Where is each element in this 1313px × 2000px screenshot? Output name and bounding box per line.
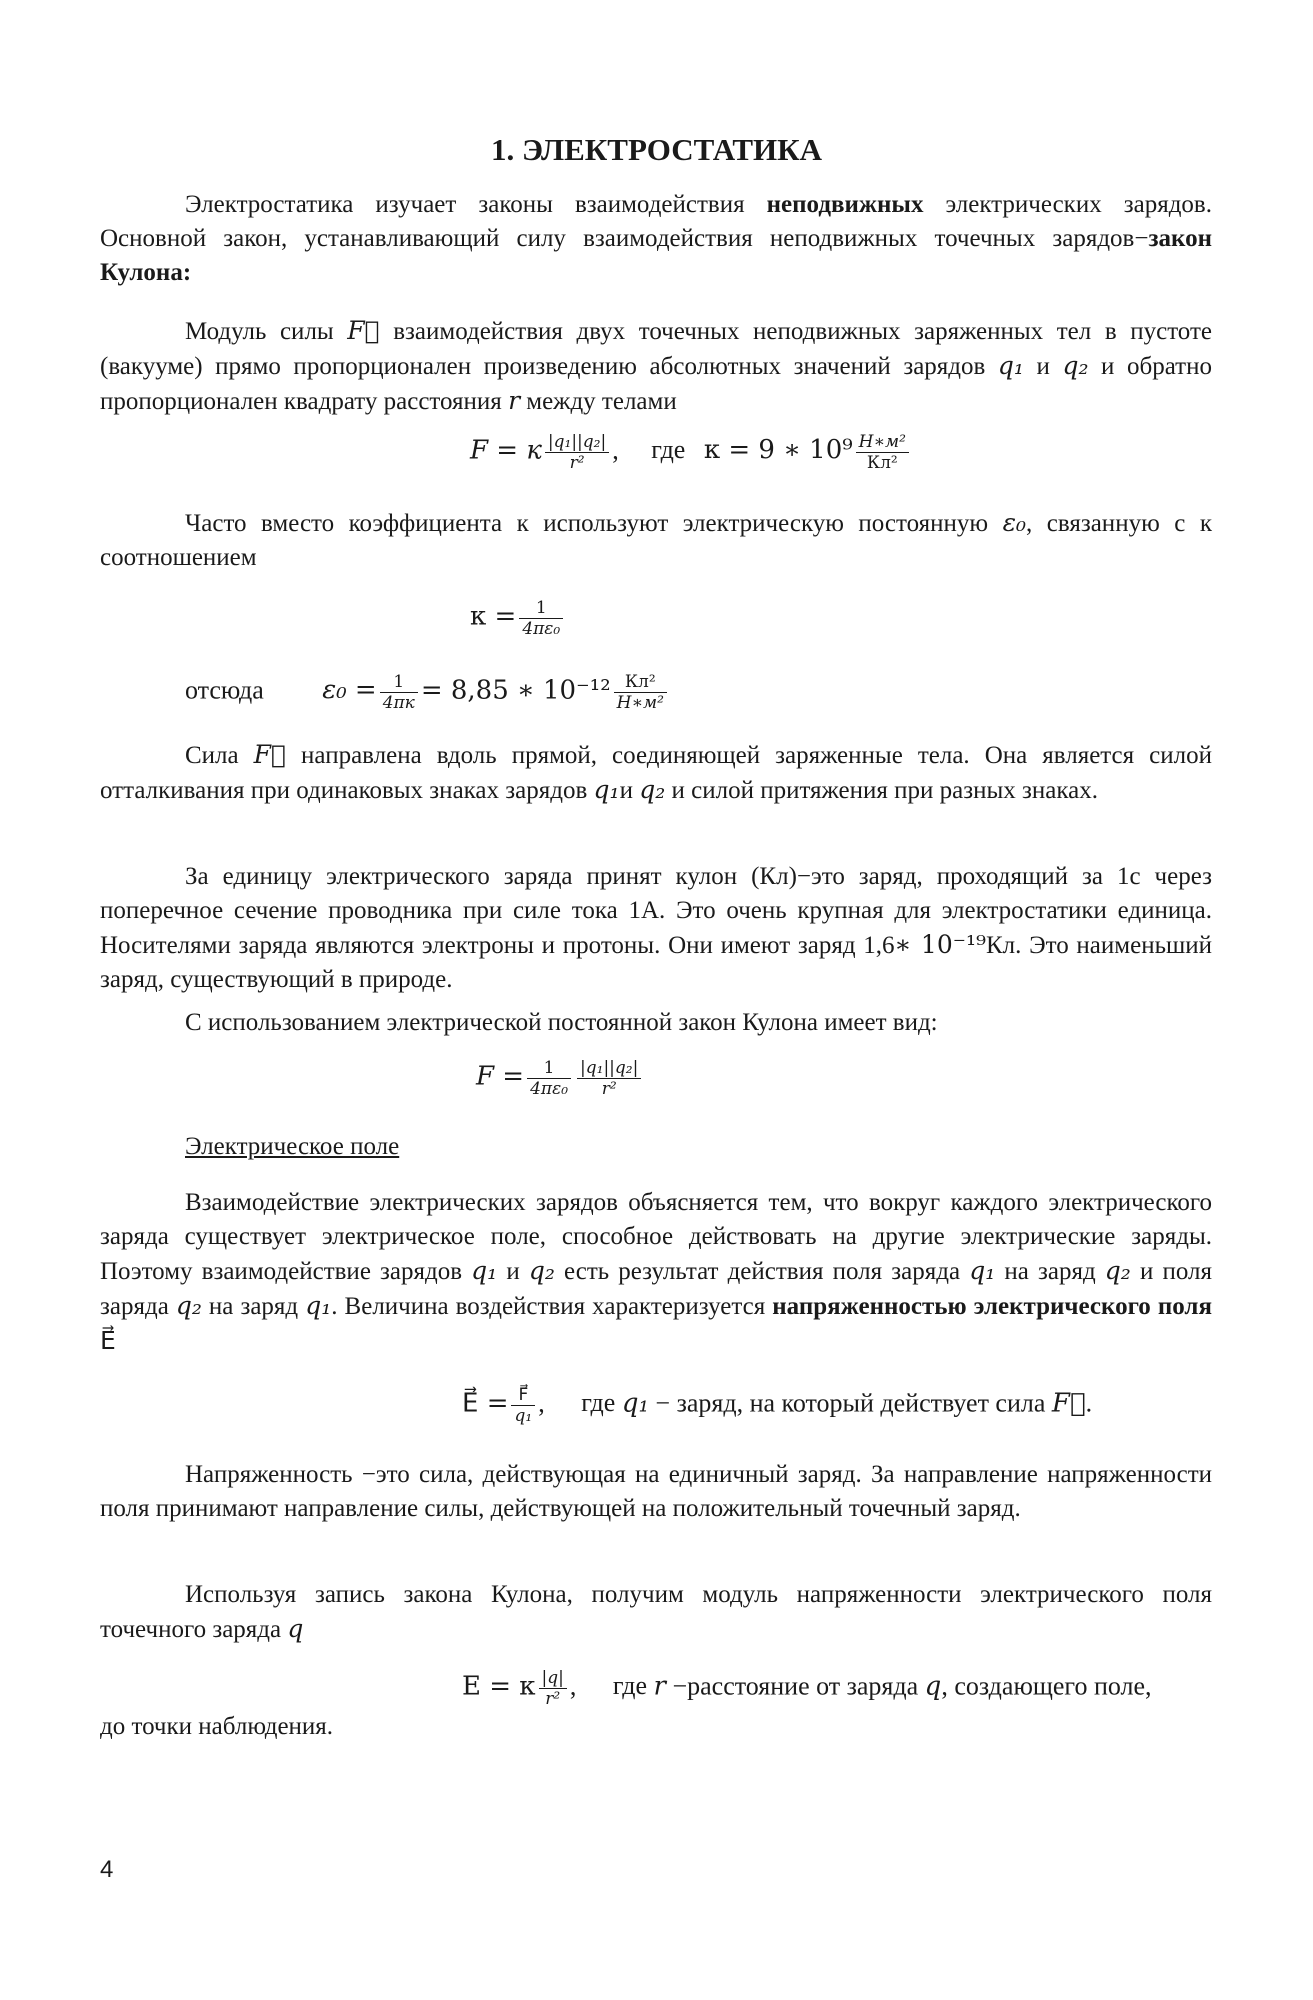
- field-q2c: q₂: [175, 1291, 202, 1320]
- intro-bold-2: закон Кулона:: [100, 225, 1212, 286]
- k-definition-equation: [470, 598, 566, 639]
- q1-symbol: q₁: [997, 351, 1024, 380]
- field-text-6: . Величина воздействия характеризуется: [331, 1293, 773, 1320]
- eq1-comma: ,: [612, 435, 619, 465]
- eq4-fraction-2: [577, 1058, 641, 1099]
- coulomb-text-2: взаимодействия двух точечных неподвижных заряженных тел в пустоте (вакууме) прямо пропорционален произведению абсолютных значений зарядов: [100, 318, 1212, 380]
- eq1-lhs: F = к: [470, 435, 542, 466]
- eq1-k-value: к = 9 ∗ 10⁹: [703, 435, 853, 466]
- epsilon-paragraph: [100, 506, 1212, 575]
- field-text-3: на заряд: [995, 1258, 1105, 1285]
- eq5-rest: − заряд, на который действует сила: [648, 1388, 1052, 1418]
- using-paragraph: [100, 1578, 1212, 1647]
- eq6-fraction: [539, 1668, 567, 1709]
- eq2-lhs: к =: [470, 601, 517, 632]
- section-heading-electric-field: Электрическое поле: [185, 1133, 400, 1160]
- eq3-unit-denominator: Н∗м²: [616, 693, 664, 713]
- direction-and: и: [619, 777, 640, 804]
- r-symbol: r: [508, 386, 521, 415]
- intro-bold-1: неподвижных: [766, 191, 924, 218]
- epsilon-text-2: , связанную с к соотношением: [100, 510, 1212, 571]
- field-text-4: и поля заряда: [100, 1258, 1212, 1320]
- eq3-numerator: 1: [380, 672, 418, 693]
- eq1-where: где: [651, 435, 686, 465]
- q2-symbol: q₂: [1062, 351, 1089, 380]
- point-charge-field-equation: [462, 1668, 1152, 1709]
- eq2-numerator: 1: [519, 598, 563, 619]
- epsilon-value-equation: [185, 672, 670, 713]
- direction-text-1: Сила: [185, 742, 254, 769]
- direction-text-3: и силой притяжения при разных знаках.: [665, 777, 1098, 804]
- eq4-denominator-2: r²: [601, 1079, 617, 1099]
- eq6-where: где: [612, 1671, 654, 1701]
- page-title: 1. ЭЛЕКТРОСТАТИКА: [490, 132, 823, 167]
- force-symbol: F⃗: [347, 316, 380, 345]
- eq5-force: F⃗: [1051, 1388, 1086, 1419]
- field-q1: q₁: [471, 1256, 498, 1285]
- intro-text-1: Электростатика изучает законы взаимодействия: [185, 191, 767, 218]
- eq3-unit-numerator: Кл²: [614, 672, 667, 693]
- elementary-charge-value: ∗ 10⁻¹⁹: [894, 930, 986, 959]
- form2-paragraph: С использованием электрической постоянной закон Кулона имеет вид:: [185, 1009, 938, 1036]
- eq3-lhs: ε₀ =: [322, 675, 377, 706]
- eq1-denominator: r²: [569, 453, 585, 473]
- coulomb-text-1: Модуль силы: [185, 318, 348, 345]
- direction-text-2: направлена вдоль прямой, соединяющей заряженные тела. Она является силой отталкивания при одинаковых знаках зарядов: [100, 742, 1212, 804]
- direction-q1: q₁: [593, 775, 620, 804]
- unit-paragraph: [100, 860, 1212, 997]
- unit-text-1: За единицу электрического заряда принят кулон (Кл)−это заряд, проходящий за 1с через поперечное сечение проводника при силе тока 1А. Это очень крупная для электростатики единица. Носителями заряда являются электроны и протоны. Они имеют заряд 1,6: [100, 863, 1212, 959]
- eq6-numerator: |q|: [539, 1668, 567, 1689]
- eq1-unit-denominator: Кл²: [866, 453, 898, 473]
- eq3-label: отсюда: [185, 675, 264, 705]
- using-q: q: [287, 1614, 304, 1643]
- eq5-fraction: [511, 1385, 535, 1426]
- eq1-fraction: [545, 432, 609, 473]
- field-strength-equation: [462, 1385, 1092, 1426]
- eq1-unit-numerator: Н∗м²: [856, 432, 909, 453]
- eq6-text-2: , создающего поле,: [941, 1671, 1152, 1701]
- eq5-dot: .: [1085, 1388, 1093, 1418]
- field-q1b: q₁: [969, 1256, 996, 1285]
- unit-text-2: Кл. Это наименьший заряд, существующий в природе.: [100, 932, 1212, 993]
- tail-text: до точки наблюдения.: [100, 1713, 334, 1740]
- eq2-fraction: [519, 598, 563, 639]
- eq3-fraction: [380, 672, 418, 713]
- eq4-denominator-1: 4πε₀: [530, 1079, 569, 1099]
- eq3-value: = 8,85 ∗ 10⁻¹²: [420, 675, 611, 706]
- eq3-denominator: 4πк: [382, 693, 415, 713]
- field-q2b: q₂: [1104, 1256, 1131, 1285]
- field-q2: q₂: [528, 1256, 555, 1285]
- eq5-numerator: F⃗: [511, 1385, 535, 1406]
- eq5-where: где: [581, 1388, 622, 1418]
- direction-q2: q₂: [639, 775, 666, 804]
- coulomb-text-4: между телами: [520, 388, 677, 415]
- field-text-2: есть результат действия поля заряда: [554, 1258, 970, 1285]
- epsilon-text-1: Часто вместо коэффициента к используют электрическую постоянную: [185, 510, 1003, 537]
- eq4-numerator-1: 1: [527, 1058, 571, 1079]
- field-text-1: Взаимодействие электрических зарядов объясняется тем, что вокруг каждого электрического заряда существует электрическое поле, способное действовать на другие электрические заряды. Поэтому взаимодействие зарядов: [100, 1189, 1212, 1285]
- direction-force-symbol: F⃗: [253, 740, 287, 769]
- eq4-fraction-1: [527, 1058, 571, 1099]
- eq2-denominator: 4πε₀: [522, 619, 561, 639]
- using-text-1: Используя запись закона Кулона, получим модуль напряженности электрического поля точечного заряда: [100, 1581, 1212, 1643]
- field-text-5: на заряд: [201, 1293, 306, 1320]
- eq1-unit-fraction: [856, 432, 909, 473]
- coulomb-law-si-equation: [476, 1058, 644, 1099]
- eq6-text-1: −расстояние от заряда: [665, 1671, 925, 1701]
- strength-paragraph: Напряженность −это сила, действующая на единичный заряд. За направление напряженности поля принимают направление силы, действующей на положительный точечный заряд.: [100, 1461, 1212, 1522]
- coulomb-and: и: [1023, 353, 1063, 380]
- eq5-lhs: E⃗ =: [462, 1388, 509, 1419]
- eq5-denominator: q₁: [514, 1406, 533, 1426]
- field-strength-term: напряженностью электрического поля: [772, 1293, 1212, 1320]
- eq6-lhs: E = к: [462, 1671, 536, 1702]
- intro-paragraph: [100, 188, 1212, 290]
- field-vector-e: E⃗: [100, 1326, 116, 1355]
- eq6-comma: ,: [569, 1671, 577, 1701]
- eq4-numerator-2: |q₁||q₂|: [577, 1058, 641, 1079]
- coulomb-law-equation: [470, 432, 912, 473]
- eq3-unit-fraction: [614, 672, 667, 713]
- eq6-q: q: [924, 1671, 942, 1702]
- coulomb-paragraph: [100, 314, 1212, 419]
- eq6-denominator: r²: [545, 1689, 561, 1709]
- eq6-r: r: [653, 1671, 666, 1702]
- direction-paragraph: [100, 738, 1212, 808]
- eq4-lhs: F =: [476, 1061, 525, 1092]
- field-and: и: [497, 1258, 529, 1285]
- eq1-numerator: |q₁||q₂|: [545, 432, 609, 453]
- eq5-comma: ,: [538, 1388, 545, 1418]
- coulomb-text-3: и обратно пропорционален квадрату расстояния: [100, 353, 1212, 415]
- intro-text-2: электрических зарядов. Основной закон, устанавливающий силу взаимодействия неподвижных точечных зарядов−: [100, 191, 1212, 252]
- field-paragraph: [100, 1186, 1212, 1359]
- field-q1c: q₁: [305, 1291, 332, 1320]
- epsilon-symbol: ε₀: [1002, 508, 1027, 537]
- page-number: 4: [100, 1856, 114, 1883]
- eq5-q1: q₁: [621, 1388, 649, 1419]
